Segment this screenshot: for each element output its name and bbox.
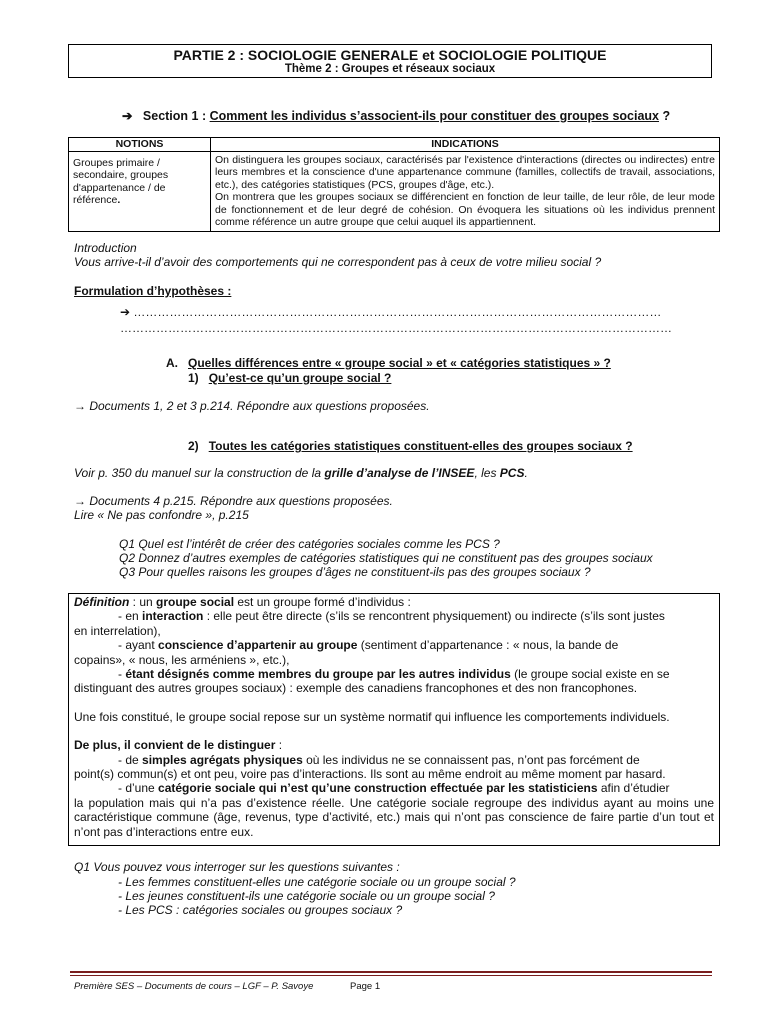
definition-text: - de	[118, 752, 143, 767]
dotted-line: …………………………………………………………………………………………………………………………	[120, 321, 672, 335]
part-a-label: A.	[166, 356, 178, 370]
arrow-right-icon: ➔	[120, 305, 131, 319]
final-question-item: - Les jeunes constituent-ils une catégorie sociale ou un groupe social ?	[118, 889, 495, 903]
definition-bullet-conscience	[74, 638, 714, 652]
hypothesis-line-1	[120, 305, 710, 320]
indication-paragraph-2: On montrera que les groupes sociaux se différencient en fonction de leur taille, de leur rôle, de leur mode de fonctionnement et de leur degré de cohésion. On évoquera les situations où les individus prennent comme référence un autre groupe que celui auquel ils appartiennent.	[215, 191, 715, 229]
manual-reference	[74, 466, 528, 480]
definition-text: : elle peut être directe (s’ils se rencontrent physiquement) ou indirecte (s’ils sont justes	[203, 609, 665, 624]
section-suffix: ?	[659, 109, 671, 123]
definition-bullet-interaction	[74, 609, 714, 623]
definition-text: : un	[129, 595, 157, 609]
manual-reference-text: , les	[474, 466, 500, 480]
definition-continuation: la population mais qui n’a pas d’existence réelle. Une catégorie sociale regroupe des individus ayant au moins une caractéristique commune (âge, revenus, type d’activité, etc.) mais qui n’ont pas conscience de faire partie d’un tout et n’ont pas d’interactions entre eux.	[74, 795, 714, 839]
column-header-indications: INDICATIONS	[211, 138, 720, 152]
question-item: Q3 Pour quelles raisons les groupes d’âges ne constituent-ils pas des groupes sociaux ?	[119, 565, 591, 579]
manual-reference-text: Voir p. 350 du manuel sur la construction de la	[74, 466, 325, 480]
question-item: Q2 Donnez d’autres exemples de catégories statistiques qui ne constituent pas des groupes sociaux	[119, 551, 653, 565]
manual-reference-bold: PCS	[499, 466, 525, 480]
definition-term: conscience d’appartenir au groupe	[158, 638, 358, 653]
page-subtitle: Thème 2 : Groupes et réseaux sociaux	[284, 63, 496, 75]
notion-text: Groupes primaire / secondaire, groupes d'appartenance / de référence	[73, 157, 169, 207]
definition-continuation: point(s) commun(s) et ont peu, voire pas d’interactions. Ils sont au même endroit au même moment par hasard.	[74, 767, 666, 782]
definition-term: De plus, il convient de le distinguer	[74, 738, 276, 753]
hypotheses-heading	[74, 284, 231, 298]
footer-text: Première SES – Documents de cours – LGF – P. Savoye	[74, 981, 314, 992]
manual-reference-text: .	[524, 466, 528, 480]
definition-continuation: en interrelation),	[74, 623, 161, 638]
documents-instruction-4: → Documents 4 p.215. Répondre aux questions proposées.	[74, 494, 393, 508]
dotted-line: ……………………………………………………………………………………………………………………	[133, 305, 662, 319]
section-title: Comment les individus s’associent-ils pour constituer des groupes sociaux	[209, 109, 660, 123]
subsection-1-number: 1)	[188, 371, 199, 385]
hypothesis-line-2	[120, 321, 712, 336]
manual-reference-bold: grille d’analyse de l’INSEE	[324, 466, 475, 480]
definition-term: étant désignés comme membres du groupe par les autres individus	[125, 667, 511, 682]
table-row	[69, 152, 720, 232]
question-item: Q1 Quel est l’intérêt de créer des catégories sociales comme les PCS ?	[119, 537, 500, 551]
definition-text: - en	[118, 609, 143, 624]
part-a-heading	[166, 356, 611, 370]
section-heading	[122, 108, 670, 124]
definition-bullet-aggregates	[74, 753, 714, 767]
definition-continuation: copains», « nous, les arméniens », etc.),	[74, 652, 290, 667]
definition-term: simples agrégats physiques	[142, 752, 303, 767]
header-box	[68, 44, 712, 78]
definition-bullet-category	[74, 781, 714, 795]
subsection-1-title: Qu’est-ce qu’un groupe social ?	[208, 371, 392, 385]
definition-paragraph-norms: Une fois constitué, le groupe social repose sur un système normatif qui influence les comportements individuels.	[74, 709, 670, 724]
notion-cell	[69, 152, 211, 232]
subsection-2-title: Toutes les catégories statistiques constituent-elles des groupes sociaux ?	[208, 439, 633, 453]
notion-dot: .	[117, 194, 121, 207]
final-question-intro: Q1 Vous pouvez vous interroger sur les questions suivantes :	[74, 860, 400, 874]
definition-text: - ayant	[118, 638, 159, 653]
page-title: PARTIE 2 : SOCIOLOGIE GENERALE et SOCIOLOGIE POLITIQUE	[173, 47, 607, 63]
column-header-notions: NOTIONS	[69, 138, 211, 152]
definition-box	[68, 593, 720, 846]
subsection-2-heading	[188, 439, 633, 453]
hypotheses-colon: :	[224, 284, 232, 298]
definition-bullet-designation	[74, 667, 714, 681]
definition-text: -	[118, 667, 126, 682]
section-prefix: Section 1 :	[142, 109, 210, 123]
definition-text: (sentiment d’appartenance : « nous, la bande de	[357, 638, 619, 653]
definition-text: est un groupe formé d’individus :	[234, 595, 411, 609]
subsection-2-number: 2)	[188, 439, 199, 453]
footer-divider	[70, 971, 712, 973]
arrow-right-icon: ➔	[122, 109, 133, 123]
definition-line	[74, 595, 714, 609]
definition-text: où les individus ne se connaissent pas, n’ont pas forcément de	[302, 752, 640, 767]
definition-continuation: distinguant des autres groupes sociaux) : exemple des canadiens francophones et des non francophones.	[74, 681, 638, 696]
final-question-item: - Les femmes constituent-elles une catégorie sociale ou un groupe social ?	[118, 875, 516, 889]
notions-table	[68, 137, 720, 232]
definition-term: catégorie sociale qui n’est qu’une construction effectuée par les statisticiens	[158, 781, 598, 796]
part-a-title: Quelles différences entre « groupe social » et « catégories statistiques » ?	[188, 356, 611, 370]
indication-cell	[211, 152, 720, 232]
subsection-1-heading	[188, 371, 391, 385]
final-question-item: - Les PCS : catégories sociales ou groupes sociaux ?	[118, 903, 403, 917]
hypotheses-title: Formulation d’hypothèses	[74, 284, 225, 298]
documents-instruction-1: → Documents 1, 2 et 3 p.214. Répondre aux questions proposées.	[74, 399, 430, 413]
intro-question: Vous arrive-t-il d’avoir des comportements qui ne correspondent pas à ceux de votre milieu social ?	[74, 255, 602, 269]
indication-paragraph-1: On distinguera les groupes sociaux, caractérisés par l'existence d'interactions (directes ou indirectes) entre leurs membres et la conscience d'une appartenance commune (familles, collectifs de travail, associations, etc.), des catégories statistiques (PCS, groupes d'âge, etc.).	[215, 154, 715, 191]
page-number: Page 1	[350, 981, 381, 992]
definition-text: (le groupe social existe en se	[510, 667, 670, 682]
table-header-row	[69, 138, 720, 152]
reading-instruction: Lire « Ne pas confondre », p.215	[74, 508, 249, 522]
definition-term: groupe social	[156, 595, 235, 609]
definition-text: :	[275, 738, 283, 753]
definition-text: - d’une	[118, 781, 159, 796]
definition-text: afin d’étudier	[597, 781, 670, 796]
definition-distinguish-heading	[74, 738, 714, 752]
intro-title: Introduction	[74, 241, 137, 255]
definition-label: Définition	[74, 595, 130, 609]
definition-term: interaction	[142, 609, 204, 624]
footer-divider	[70, 975, 712, 976]
